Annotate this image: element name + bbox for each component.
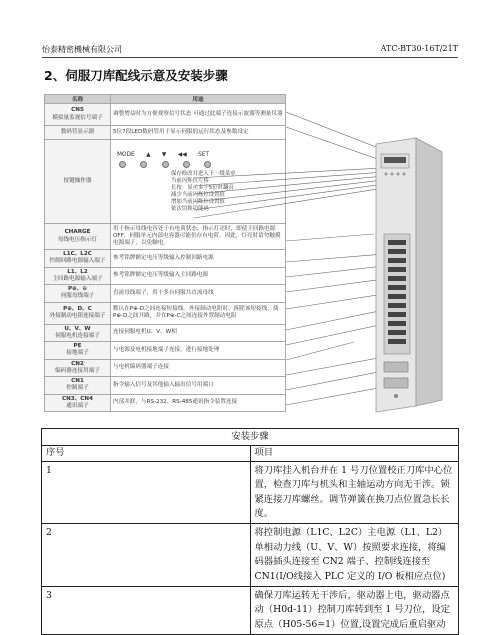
- company-name: 怡泰精密機械有限公司: [42, 45, 122, 54]
- table-cell-name: P⊕、⊖ 伺服母线端子: [45, 285, 111, 303]
- key-down-button: [162, 161, 169, 168]
- table-cell-use: 连接伺服电机U、V、W相: [111, 324, 286, 342]
- table-cell-name: CN1 控制端子: [45, 377, 111, 395]
- page-header: [42, 44, 458, 58]
- key-mode-button: [119, 161, 126, 168]
- key-shift-label: ◀◀: [177, 152, 187, 159]
- table-row: [42, 587, 459, 635]
- keypad-key-labels: [117, 152, 209, 160]
- table-row: [42, 524, 459, 587]
- col-item-header: 项目: [250, 446, 459, 461]
- table-cell-use: 与电源及电机接地端子连接，进行接地处理: [111, 342, 286, 360]
- keypad-notes: 保存修改并进入下一级菜单 当前闪烁位左移 长按：显示多于5位时翻页 减少当前闪烁位设置值 增加当前闪烁位设置值 依次切换功能码: [171, 170, 236, 212]
- col-name-header: 名称: [45, 95, 111, 104]
- key-up-label: ▲: [146, 152, 151, 159]
- document-code: ATC-BT30-16T/21T: [380, 44, 458, 53]
- table-cell-use: 直流母线端子，用于多台伺服共直流母线: [111, 285, 286, 303]
- step-text: 确保刀库运转无干涉后，驱动器上电，驱动器点动（H0d-11）控制刀库转到至 1 号刀位，设定原点（H05-56=1）位置,设置完成后重启驱动: [250, 587, 459, 635]
- table-cell-use: 指令输入信号及其他输入输出信号用端口: [111, 377, 286, 395]
- table-cell-use: 默认在P⊕-D之间连接短接线。外接制动电阻时，拆除该短接线，使P⊕-D之间开路，并在P⊕-C之间连接外置制动电阻: [111, 302, 286, 324]
- table-cell-name: CN5 模拟量监视信号端子: [45, 104, 111, 126]
- steps-caption: 安装步骤: [42, 429, 459, 446]
- table-cell-name: U、V、W 伺服电机连接端子: [45, 324, 111, 342]
- table-cell-name: CN2 编码器连接用端子: [45, 359, 111, 377]
- table-cell-name: PE 接地端子: [45, 342, 111, 360]
- table-cell-use: 与电机编码器端子连接: [111, 359, 286, 377]
- key-shift-button: [183, 161, 190, 168]
- table-cell-use: 参考铭牌额定电压等级输入控制回路电源: [111, 250, 286, 268]
- step-number: 3: [42, 587, 251, 635]
- key-down-label: ▼: [161, 152, 167, 159]
- table-cell-name: 按键操作器: [45, 140, 111, 224]
- key-up-button: [140, 161, 147, 168]
- table-cell-use: 5位7段LED数码管用于显示伺服的运行状态及参数设定: [111, 126, 286, 140]
- key-set-button: [204, 161, 211, 168]
- table-cell-use: 用于指示母线电容处于有电荷状态。指示灯亮时，即使主回路电源OFF，伺服单元内部电容器可能仍存有电荷。因此，灯亮时请勿触摸电源端子，以免触电。: [111, 224, 286, 250]
- table-cell-name: 数码管显示器: [45, 126, 111, 140]
- table-cell-use: 参考铭牌额定电压等级输入主回路电源: [111, 267, 286, 285]
- table-cell-name: CN3、CN4 通讯端子: [45, 394, 111, 412]
- key-mode-label: MODE: [117, 152, 135, 159]
- table-cell-name: P⊕、D、C 外接制动电阻连接端子: [45, 302, 111, 324]
- step-text: 将控制电源（L1C、L2C）主电源（L1、L2）单相动力线（U、V、W）按照要求连接，将编码器插头连接至 CN2 端子、控制线连接至 CN1(I/O线接入 PLC 定义的 I/O 板相应点位): [250, 524, 459, 587]
- table-cell-use: 调整增益时为方便观察信号状态 可通过此端子连接示波器等测量仪器: [111, 104, 286, 126]
- servo-wiring-figure: [44, 94, 464, 414]
- keypad-buttons: [119, 161, 211, 168]
- keypad-cell: [111, 140, 286, 224]
- col-no-header: 序号: [42, 446, 251, 461]
- step-number: 1: [42, 461, 251, 524]
- table-cell-name: L1C、L2C 控制回路电源输入端子: [45, 250, 111, 268]
- terminal-table: [44, 94, 286, 412]
- table-row: [42, 461, 459, 524]
- step-text: 将刀库挂入机台并在 1 号刀位置校正刀库中心位置，检查刀库与机头和主轴运动方向无干涉。锁紧连接刀库螺丝。调节弹簧在换刀点位置急长长度。: [250, 461, 459, 524]
- step-number: 2: [42, 524, 251, 587]
- table-cell-name: L1、L2 主回路电源输入端子: [45, 267, 111, 285]
- section-title: 2、伺服刀库配线示意及安装步骤: [44, 68, 228, 83]
- table-cell-use: 内部并联，与RS-232、RS-485通讯指令装置连接: [111, 394, 286, 412]
- installation-steps-table: [41, 428, 459, 635]
- table-cell-name: CHARGE 母线电压指示灯: [45, 224, 111, 250]
- servo-drive-body: [376, 138, 442, 412]
- col-use-header: 用途: [111, 95, 286, 104]
- key-set-label: SET: [198, 152, 209, 159]
